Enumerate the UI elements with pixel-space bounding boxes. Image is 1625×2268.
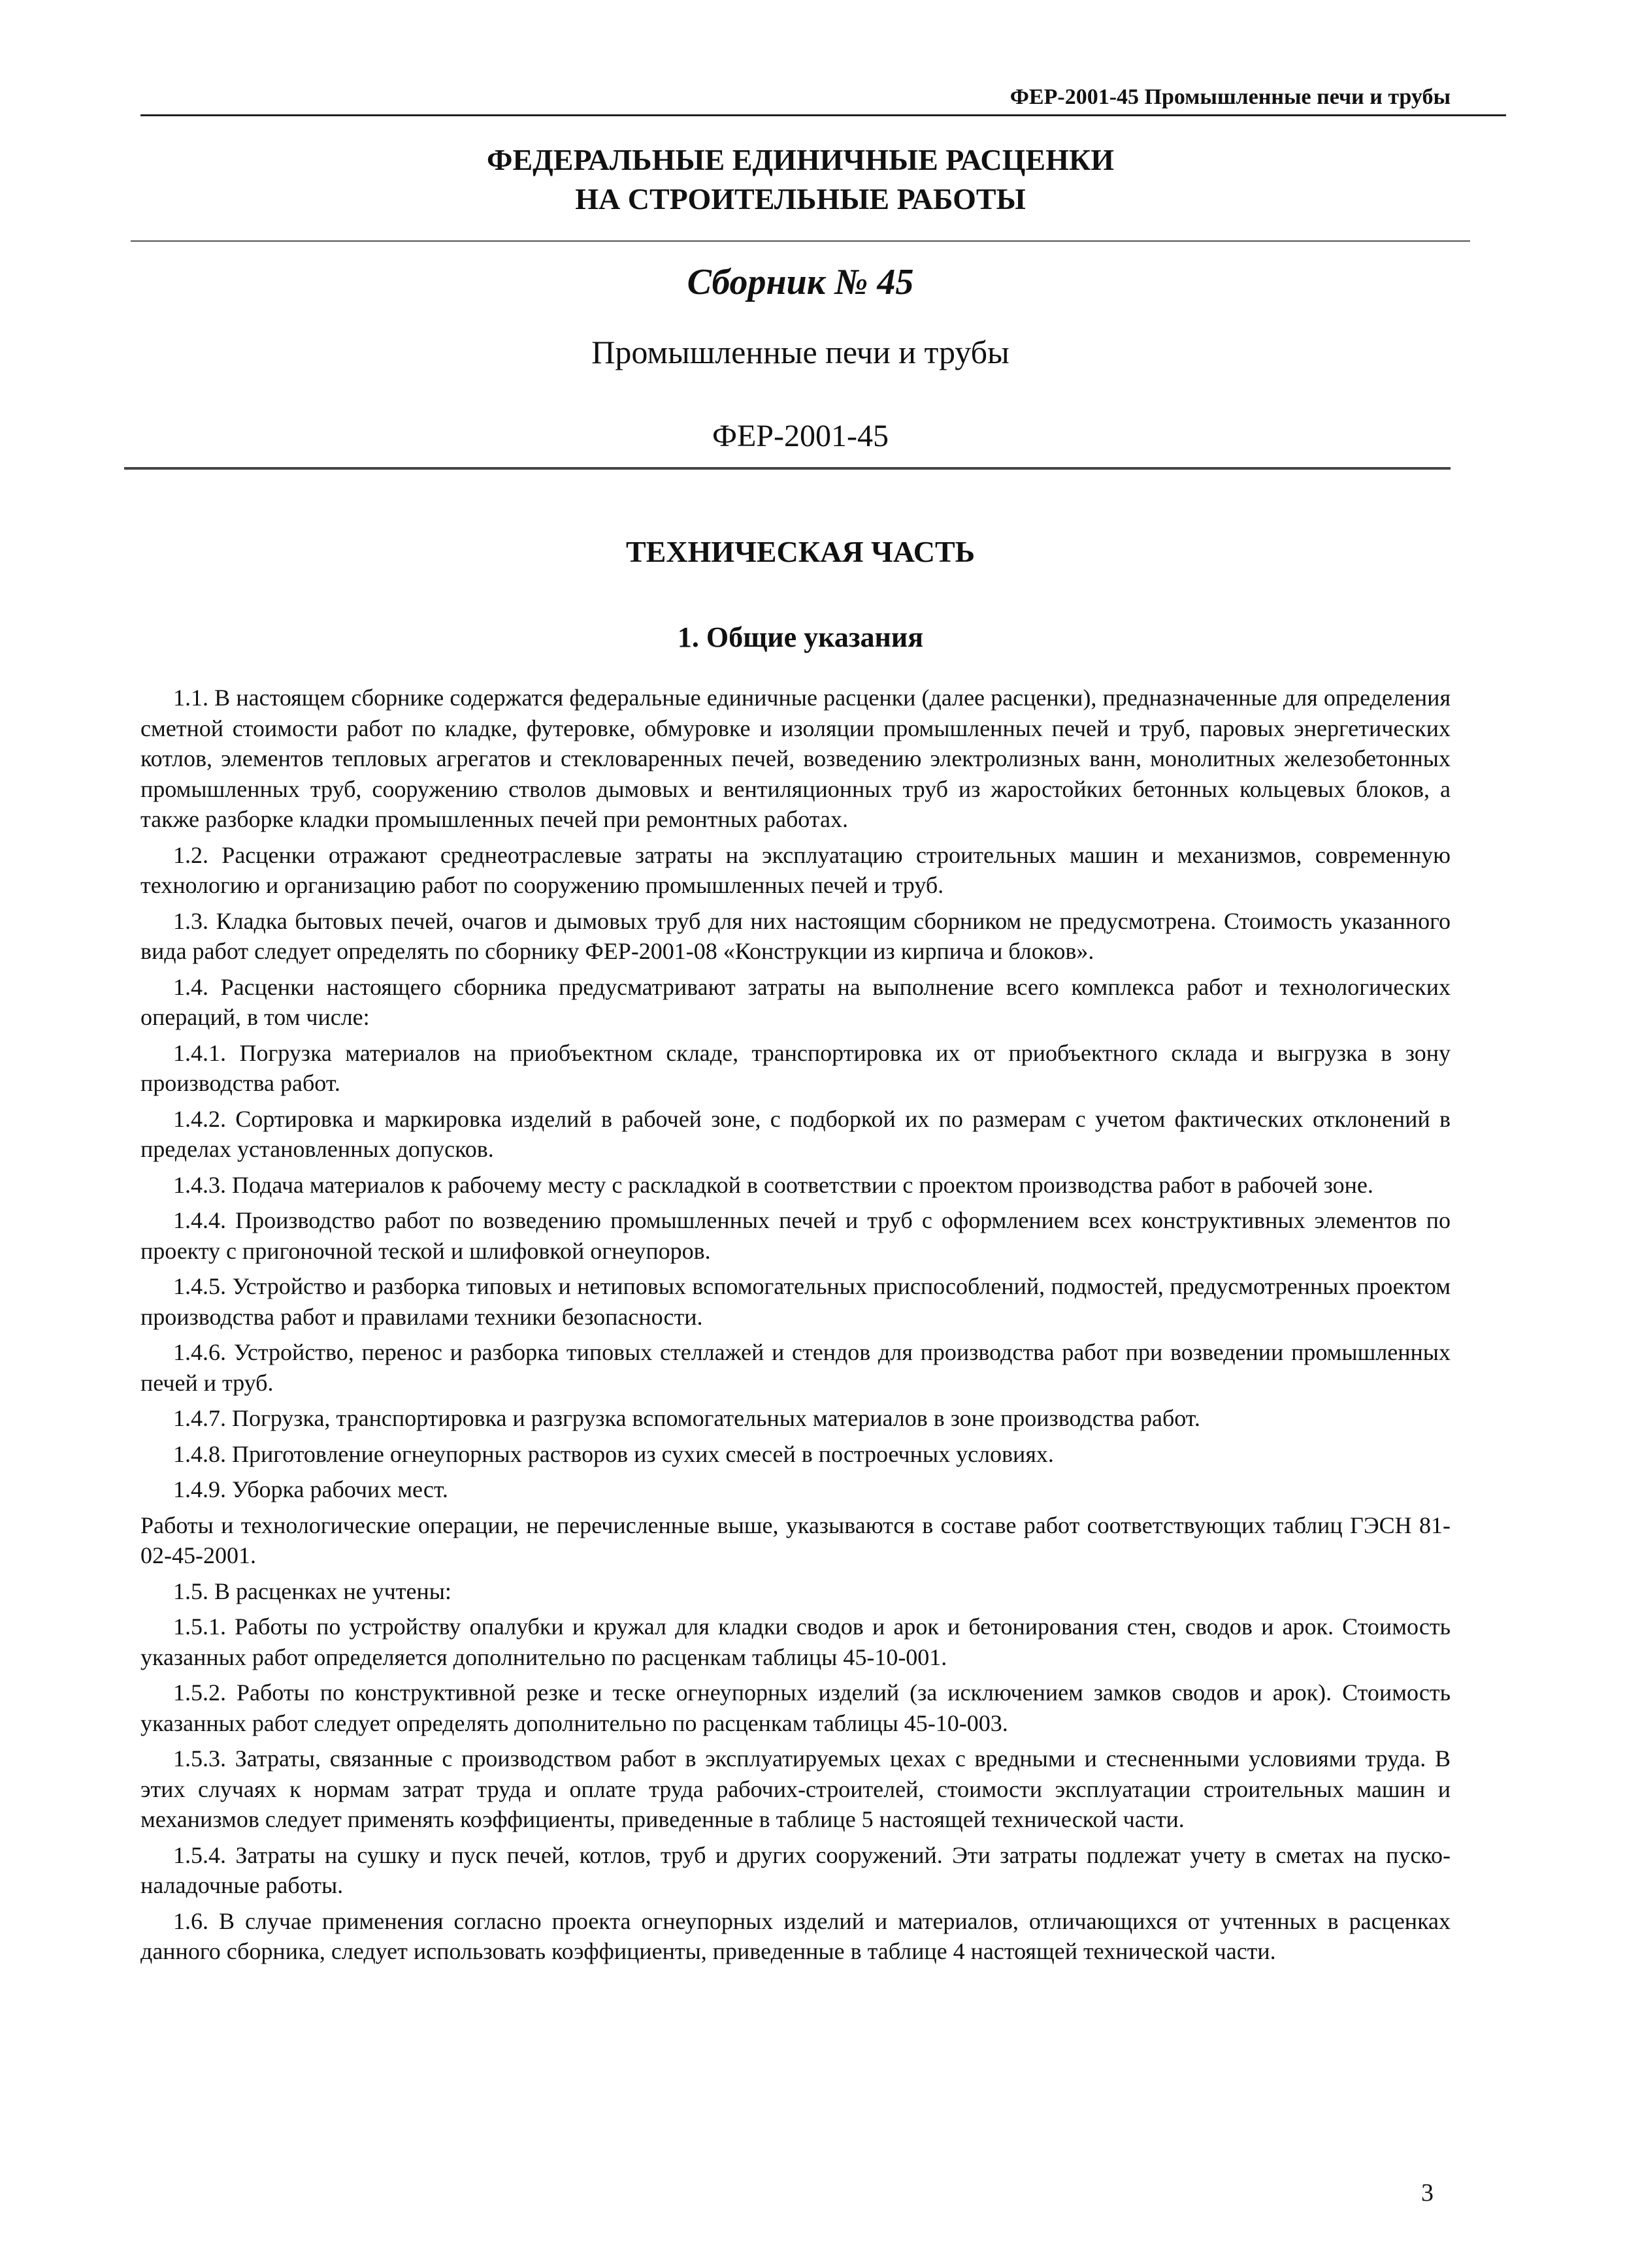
paragraph: 1.4.5. Устройство и разборка типовых и нетиповых вспомогательных приспособлений, подмостей, предусмотренных проектом производства работ и правилами техники безопасности. xyxy=(140,1273,1451,1330)
title-line-2: НА СТРОИТЕЛЬНЫЕ РАБОТЫ xyxy=(575,182,1026,216)
paragraph: 1.6. В случае применения согласно проекта огнеупорных изделий и материалов, отличающихся от учтенных в расценках данного сборника, следует использовать коэффициенты, приведенные в таблице 4 настоящей технической части. xyxy=(140,1907,1451,1964)
paragraph: 1.5.2. Работы по конструктивной резке и теске огнеупорных изделий (за исключением замков сводов и арок). Стоимость указанных работ следует определять дополнительно по расценкам таблицы 45-10-003. xyxy=(140,1679,1451,1736)
paragraph: 1.1. В настоящем сборнике содержатся федеральные единичные расценки (далее расценки), предназначенные для определения сметной стоимости работ по кладке, футеровке, обмуровке и изоляции промышленных печей и труб, паровых энергетических котлов, элементов тепловых агрегатов и стекловаренных печей, возведению электролизных ванн, монолитных железобетонных промышленных труб, сооружению стволов дымовых и вентиляционных труб из жаростойких бетонных кольцевых блоков, а также разборке кладки промышленных печей при ремонтных работах. xyxy=(140,685,1451,832)
paragraph: 1.2. Расценки отражают среднеотраслевые затраты на эксплуатацию строительных машин и механизмов, современную технологию и организацию работ по сооружению промышленных печей и труб. xyxy=(140,841,1451,898)
collection-subject: Промышленные печи и трубы xyxy=(591,334,1009,370)
code-rule xyxy=(124,467,1451,470)
body-text xyxy=(140,683,1451,1972)
document-title xyxy=(131,140,1470,219)
paragraph: 1.4. Расценки настоящего сборника предусматривают затраты на выполнение всего комплекса работ и технологических операций, в том числе: xyxy=(140,973,1451,1030)
title-rule xyxy=(131,240,1470,242)
paragraph: Работы и технологические операции, не перечисленные выше, указываются в составе работ соответствующих таблиц ГЭСН 81-02-45-2001. xyxy=(140,1512,1451,1568)
paragraph: 1.4.4. Производство работ по возведению промышленных печей и труб с оформлением всех конструктивных элементов по проекту с пригоночной теской и шлифовкой огнеупоров. xyxy=(140,1207,1451,1264)
paragraph: 1.4.7. Погрузка, транспортировка и разгрузка вспомогательных материалов в зоне производства работ. xyxy=(173,1405,1200,1431)
paragraph: 1.5.1. Работы по устройству опалубки и кружал для кладки сводов и арок и бетонирования стен, сводов и арок. Стоимость указанных работ определяется дополнительно по расценкам таблицы 45-10-001. xyxy=(140,1613,1451,1670)
paragraph: 1.5. В расценках не учтены: xyxy=(173,1578,451,1604)
page-number: 3 xyxy=(1421,2179,1434,2207)
paragraph: 1.4.6. Устройство, перенос и разборка типовых стеллажей и стендов для производства работ при возведении промышленных печей и труб. xyxy=(140,1339,1451,1396)
document-code: ФЕР-2001-45 xyxy=(712,419,889,453)
paragraph: 1.4.8. Приготовление огнеупорных растворов из сухих смесей в построечных условиях. xyxy=(173,1440,1054,1467)
collection-number: Сборник № 45 xyxy=(687,262,914,302)
section-title: 1. Общие указания xyxy=(677,621,924,653)
paragraph: 1.4.1. Погрузка материалов на приобъектном складе, транспортировка их от приобъектного склада и выгрузка в зону производства работ. xyxy=(140,1039,1451,1096)
paragraph: 1.4.2. Сортировка и маркировка изделий в рабочей зоне, с подборкой их по размерам с учетом фактических отклонений в пределах установленных допусков. xyxy=(140,1105,1451,1162)
paragraph: 1.4.3. Подача материалов к рабочему месту с раскладкой в соответствии с проектом производства работ в рабочей зоне. xyxy=(173,1171,1373,1198)
paragraph: 1.5.3. Затраты, связанные с производством работ в эксплуатируемых цехах с вредными и стесненными условиями труда. В этих случаях к нормам затрат труда и оплате труда рабочих-строителей, стоимости эксплуатации строительных машин и механизмов следует применять коэффициенты, приведенные в таблице 5 настоящей технической части. xyxy=(140,1745,1451,1832)
running-header: ФЕР-2001-45 Промышленные печи и трубы xyxy=(1009,85,1451,109)
paragraph: 1.3. Кладка бытовых печей, очагов и дымовых труб для них настоящим сборником не предусмотрена. Стоимость указанного вида работ следует определять по сборнику ФЕР-2001-08 «Конструкции из кирпича и блоков». xyxy=(140,907,1451,964)
paragraph: 1.4.9. Уборка рабочих мест. xyxy=(173,1476,448,1502)
title-line-1: ФЕДЕРАЛЬНЫЕ ЕДИНИЧНЫЕ РАСЦЕНКИ xyxy=(486,143,1115,176)
paragraph: 1.5.4. Затраты на сушку и пуск печей, котлов, труб и других сооружений. Эти затраты подлежат учету в сметах на пуско-наладочные работы. xyxy=(140,1841,1451,1898)
header-rule xyxy=(140,114,1506,116)
part-title: ТЕХНИЧЕСКАЯ ЧАСТЬ xyxy=(625,535,976,568)
